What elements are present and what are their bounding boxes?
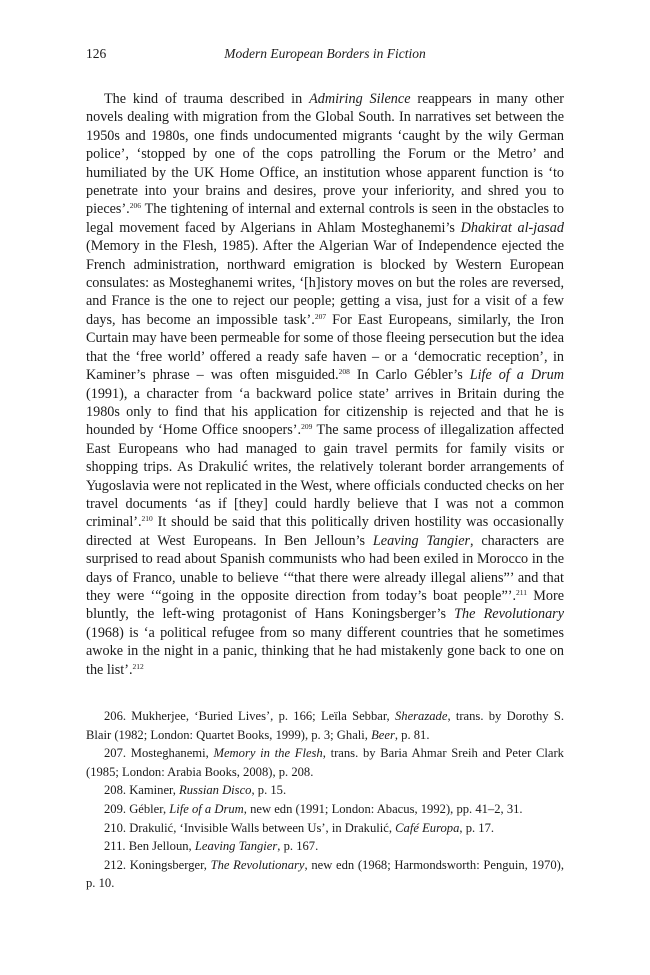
book-title: Memory in the Flesh — [213, 746, 323, 761]
book-title: Russian Disco — [179, 783, 252, 798]
text-span: , trans. by Dorothy S. Blair (1982; London: Quartet Books, 1999), p. 3; Ghali, — [86, 709, 564, 742]
book-title: Beer — [371, 727, 395, 742]
book-title: Dhakirat al-jasad — [460, 219, 564, 236]
book-title: The Revolutionary — [210, 857, 305, 872]
footnote-ref-209: 209 — [301, 422, 313, 432]
text-span: , new edn (1968; Harmondsworth: Penguin, 1970), p. 10. — [86, 857, 564, 891]
footnote-211 — [86, 837, 564, 856]
text-span: , trans. by Baria Ahmar Sreih and Peter Clark (1985; London: Arabia Books, 2008), p. 208. — [86, 746, 564, 779]
text-span: 206. Mukherjee, ‘Buried Lives’, p. 166; Leïla Sebbar, — [104, 709, 395, 723]
running-head — [86, 46, 564, 66]
footnote-208 — [86, 781, 564, 800]
footnote-ref-208: 208 — [338, 367, 350, 377]
book-title: Life of a Drum — [469, 367, 564, 384]
text-span: (1968) is ‘a political refugee from so many different countries that he sometimes awoke in the night in a panic, thinking that he had mistakenly gone back to one on the list’. — [86, 624, 564, 678]
text-span: 208. Kaminer, — [104, 783, 180, 798]
body-paragraph — [86, 90, 564, 679]
text-span: reappears in many other novels dealing with migration from the Global South. In narratives set between the 1950s and 1980s, one finds undocumented migrants ‘caught by the wily German police’, ‘stopped by one of the cops patrolling the Forum or the Metro’ and humiliated by the UK Home Office, an institution whose apparent function is ‘to penetrate into your brains and desires, prove your inferiority, and shred you to pieces’. — [86, 91, 565, 218]
footnote-ref-212: 212 — [132, 661, 144, 671]
text-span: (Memory in the Flesh, 1985). After the Algerian War of Independence ejected the French administration, northward emigration is blocked by Western European consulates: as Mosteghanemi writes, ‘[h]istory moves on but the roles are reversed, and France is the one to reject our people; getting a visa, just for a visit of a few days, has become an impossible task’. — [86, 238, 564, 328]
footnote-212 — [86, 856, 564, 893]
text-span: (1991), a character from ‘a backward police state’ arrives in Britain during the 1980s only to find that his application for citizenship is rejected and that he is hounded by ‘Home Office snoopers’. — [86, 385, 564, 439]
text-span: The kind of trauma described in — [104, 91, 310, 107]
book-title: Leaving Tangier — [194, 839, 278, 854]
text-span: , p. 15. — [251, 783, 287, 798]
page-number: 126 — [86, 46, 107, 61]
book-title: Admiring Silence — [309, 91, 411, 107]
book-title: Leaving Tangier — [372, 532, 471, 549]
footnote-206 — [86, 707, 564, 744]
text-span: 209. Gébler, — [104, 801, 170, 816]
book-title: Sherazade — [394, 709, 448, 723]
footnote-ref-207: 207 — [314, 311, 327, 321]
text-span: In Carlo Gébler’s — [349, 367, 470, 384]
text-span: For East Europeans, similarly, the Iron Curtain may have been permeable for some of those fleeing persecution but the idea that the ‘free world’ offered a ready safe haven – or a ‘democratic reception’, in Kaminer’s phrase – was often misguided. — [86, 311, 564, 384]
text-span: , characters are surprised to read about Spanish communists who had been exiled in Morocco in the days of Franco, unable to believe ‘“that there were already illegal aliens”’ and that they were ‘“going in the opposite direction from today’s boat people”’. — [86, 532, 565, 604]
running-title: Modern European Borders in Fiction — [224, 46, 426, 61]
footnote-ref-211: 211 — [516, 587, 528, 597]
text-span: , p. 81. — [394, 727, 430, 742]
footnote-209 — [86, 800, 564, 819]
footnote-ref-206: 206 — [129, 201, 141, 211]
text-span: 207. Mosteghanemi, — [104, 746, 214, 761]
book-title: Café Europa — [395, 820, 460, 835]
footnotes — [86, 707, 564, 893]
text-span: , new edn (1991; London: Abacus, 1992), pp. 41–2, 31. — [243, 801, 523, 816]
text-span: , p. 167. — [277, 839, 319, 854]
text-span: It should be said that this politically driven hostility was occasionally directed at West Europeans. In Ben Jelloun’s — [86, 514, 564, 549]
text-span: , p. 17. — [459, 820, 495, 835]
footnote-210 — [86, 819, 564, 838]
book-title: Life of a Drum — [169, 801, 244, 816]
text-span: 211. Ben Jelloun, — [104, 839, 195, 854]
text-span: 210. Drakulić, ‘Invisible Walls between Us’, in Drakulić, — [104, 820, 396, 835]
text-span: The tightening of internal and external controls is seen in the obstacles to legal movement faced by Algerians in Ahlam Mosteghanemi’s — [86, 201, 564, 236]
book-title: The Revolutionary — [454, 606, 564, 623]
footnote-207 — [86, 744, 564, 781]
text-span: The same process of illegalization affected East Europeans who had managed to gain travel permits for family visits or shopping trips. As Drakulić writes, the relatively tolerant border arrangements of Yugoslavia were not replicated in the West, where officials conducted checks on her travel documents ‘as if [they] could hardly believe that I was not a common criminal’. — [86, 422, 564, 531]
text-span: 212. Koningsberger, — [104, 857, 211, 872]
text-span: More bluntly, the left-wing protagonist of Hans Koningsberger’s — [86, 587, 564, 623]
footnote-ref-210: 210 — [141, 514, 153, 524]
